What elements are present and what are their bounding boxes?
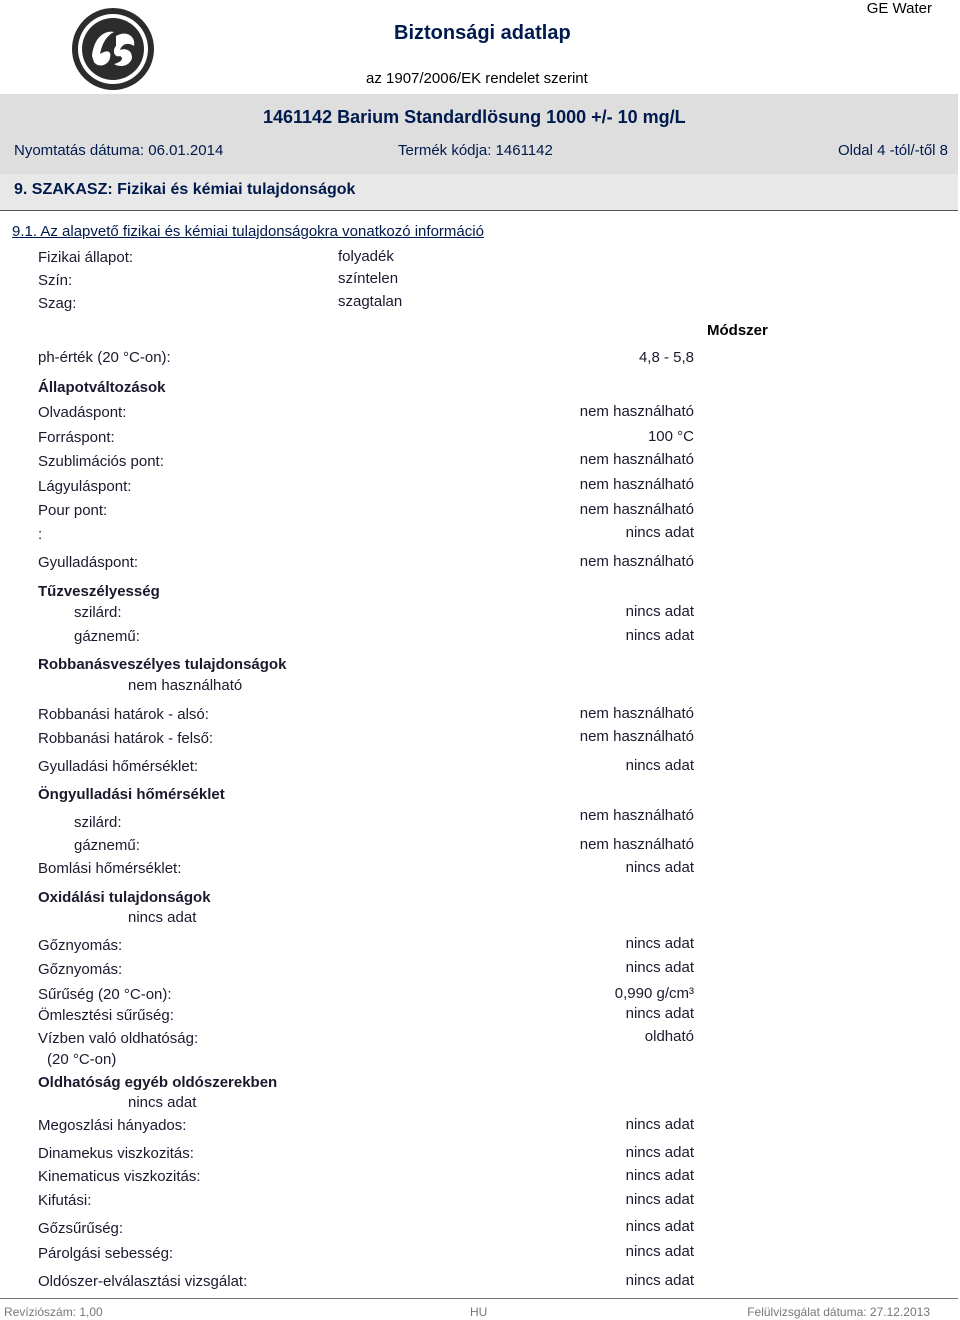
property-value: nincs adat — [625, 1191, 694, 1208]
property-label: Kinematicus viszkozitás: — [38, 1168, 201, 1185]
basic-label: Fizikai állapot: — [38, 249, 134, 266]
property-label: : — [38, 526, 43, 543]
property-label: Gyulladáspont: — [38, 554, 139, 571]
property-label: szilárd: — [74, 604, 122, 621]
property-value: nem használható — [579, 553, 694, 570]
property-label: Párolgási sebesség: — [38, 1245, 174, 1262]
review-date: Felülvizsgálat dátuma: 27.12.2013 — [747, 1305, 930, 1319]
document-subtitle: az 1907/2006/EK rendelet szerint — [366, 70, 588, 87]
property-label: Olvadáspont: — [38, 404, 127, 421]
property-label: Pour pont: — [38, 502, 108, 519]
company-name: GE Water — [866, 0, 932, 17]
property-value: nincs adat — [625, 1116, 694, 1133]
property-value: nincs adat — [625, 935, 694, 952]
basic-value: folyadék — [338, 248, 394, 265]
property-value: nincs adat — [625, 959, 694, 976]
property-label: Oldószer-elválasztási vizsgálat: — [38, 1273, 248, 1290]
property-label: Gőznyomás: — [38, 937, 123, 954]
property-value: nem használható — [579, 501, 694, 518]
property-label: Gyulladási hőmérséklet: — [38, 758, 199, 775]
basic-label: Szín: — [38, 272, 73, 289]
page-number: Oldal 4 -tól/-től 8 — [837, 142, 948, 159]
footer-divider — [0, 1298, 958, 1299]
property-value: nem használható — [579, 403, 694, 420]
property-value: 100 °C — [647, 428, 694, 445]
document-title: Biztonsági adatlap — [394, 22, 571, 44]
property-value: nem használható — [579, 836, 694, 853]
group-value: nincs adat — [128, 1094, 197, 1111]
print-date: Nyomtatás dátuma: 06.01.2014 — [14, 142, 224, 159]
group-heading: Állapotváltozások — [38, 379, 166, 396]
property-value: nincs adat — [625, 1243, 694, 1260]
property-value: nincs adat — [625, 1272, 694, 1289]
property-label: Sűrűség (20 °C-on): — [38, 986, 172, 1003]
property-label: Robbanási határok - alsó: — [38, 706, 209, 723]
basic-value: szagtalan — [338, 293, 403, 310]
property-label: ph-érték (20 °C-on): — [38, 349, 171, 366]
product-name: 1461142 Barium Standardlösung 1000 +/- 10 mg/L — [263, 107, 686, 127]
property-value: nem használható — [579, 728, 694, 745]
property-value: oldható — [644, 1028, 694, 1045]
property-value: nincs adat — [625, 524, 694, 541]
property-label: Gőzsűrűség: — [38, 1220, 124, 1237]
property-value: 0,990 g/cm³ — [614, 985, 694, 1002]
property-value: nincs adat — [625, 859, 694, 876]
property-value: nem használható — [579, 705, 694, 722]
property-label: Ömlesztési sűrűség: — [38, 1007, 174, 1024]
basic-label: Szag: — [38, 295, 77, 312]
language-code: HU — [470, 1305, 488, 1319]
property-label: (20 °C-on) — [47, 1051, 117, 1068]
property-label: Kifutási: — [38, 1192, 92, 1209]
property-label: Vízben való oldhatóság: — [38, 1030, 199, 1047]
property-value: nincs adat — [625, 757, 694, 774]
property-value: nincs adat — [625, 1218, 694, 1235]
basic-value: színtelen — [338, 270, 399, 287]
revision-number: Revíziószám: 1,00 — [4, 1305, 103, 1319]
group-heading: Oxidálási tulajdonságok — [38, 889, 211, 906]
property-label: Bomlási hőmérséklet: — [38, 860, 182, 877]
section-title: 9. SZAKASZ: Fizikai és kémiai tulajdonságok — [14, 181, 356, 198]
property-value: nincs adat — [625, 1005, 694, 1022]
property-label: Lágyuláspont: — [38, 478, 132, 495]
property-label: Szublimációs pont: — [38, 453, 164, 470]
property-value: nincs adat — [625, 627, 694, 644]
header-band — [0, 94, 958, 174]
property-label: Megoszlási hányados: — [38, 1117, 187, 1134]
property-label: Forráspont: — [38, 429, 115, 446]
property-label: gáznemű: — [74, 837, 140, 854]
product-code: Termék kódja: 1461142 — [398, 142, 553, 159]
property-value: nem használható — [579, 807, 694, 824]
ge-logo — [70, 6, 156, 92]
property-value: nincs adat — [625, 603, 694, 620]
property-label: gáznemű: — [74, 628, 140, 645]
property-value: nincs adat — [625, 1167, 694, 1184]
property-value: 4,8 - 5,8 — [638, 349, 694, 366]
group-heading: Tűzveszélyesség — [38, 583, 160, 600]
group-heading: Oldhatóság egyéb oldószerekben — [38, 1074, 278, 1091]
group-heading: Robbanásveszélyes tulajdonságok — [38, 656, 287, 673]
group-value: nincs adat — [128, 909, 197, 926]
property-value: nincs adat — [625, 1144, 694, 1161]
property-label: Gőznyomás: — [38, 961, 123, 978]
group-heading: Öngyulladási hőmérséklet — [38, 786, 225, 803]
subsection-title: 9.1. Az alapvető fizikai és kémiai tulajdonságokra vonatkozó információ — [12, 223, 484, 240]
property-label: Dinamekus viszkozitás: — [38, 1145, 194, 1162]
method-header: Módszer — [707, 322, 768, 339]
property-label: szilárd: — [74, 814, 122, 831]
property-value: nem használható — [579, 476, 694, 493]
property-value: nem használható — [579, 451, 694, 468]
group-value: nem használható — [128, 677, 243, 694]
property-label: Robbanási határok - felső: — [38, 730, 214, 747]
